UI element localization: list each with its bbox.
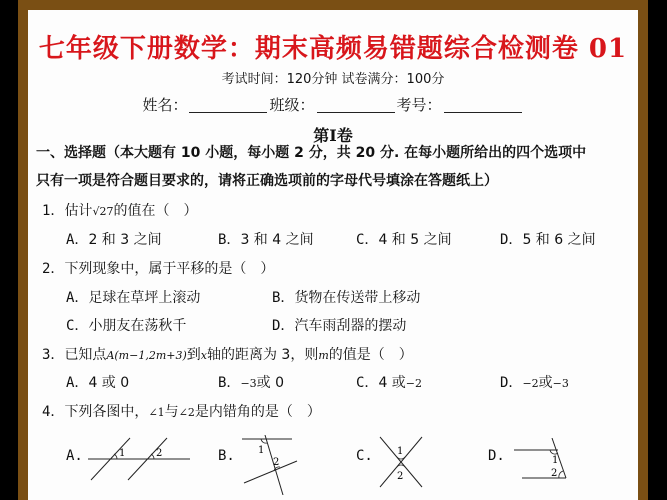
question-1-option-a: A．2 和 3 之间 xyxy=(66,232,162,248)
svg-text:2: 2 xyxy=(156,448,163,459)
name-blank xyxy=(189,98,267,113)
exam-title: 七年级下册数学：期末高频易错题综合检测卷 01 xyxy=(38,34,628,64)
question-4-option-b-label: B. xyxy=(218,448,235,464)
question-3-stem: 3．已知点A(m−1,2m+3)到x轴的距离为 3，则m的值是（ ） xyxy=(42,347,413,363)
point-a-expression: A(m−1,2m+3) xyxy=(106,349,187,362)
number-blank xyxy=(444,98,522,113)
figure-b-diagram xyxy=(240,435,320,495)
svg-text:2: 2 xyxy=(397,471,404,482)
figure-a-diagram xyxy=(86,435,196,485)
section-instructions-line2: 只有一项是符合题目要求的，请将正确选项前的字母代号填涂在答题纸上） xyxy=(36,173,498,189)
section-instructions-line1: 一、选择题（本大题有 10 小题，每小题 2 分，共 20 分. 在每小题所给出的四个选项中 xyxy=(36,145,587,161)
svg-text:2: 2 xyxy=(273,457,280,468)
svg-text:1: 1 xyxy=(119,448,126,459)
question-4-option-c-label: C. xyxy=(356,448,373,464)
question-4-option-d-label: D. xyxy=(488,448,505,464)
class-label: 班级： xyxy=(269,96,315,114)
question-1-stem: 1．估计√27的值在（ ） xyxy=(42,203,198,219)
sqrt-27: √27 xyxy=(92,205,114,218)
student-info-row xyxy=(28,94,638,115)
class-blank xyxy=(317,98,395,113)
question-1-option-b: B．3 和 4 之间 xyxy=(218,232,314,248)
question-2-stem: 2．下列现象中，属于平移的是（ ） xyxy=(42,261,275,277)
question-4-option-a-label: A. xyxy=(66,448,83,464)
question-2-option-b: B．货物在传送带上移动 xyxy=(272,290,421,306)
question-2-option-c: C．小朋友在荡秋千 xyxy=(66,318,187,334)
figure-c-diagram xyxy=(378,435,438,490)
question-4-stem: 4．下列各图中，∠1与∠2是内错角的是（ ） xyxy=(42,404,321,420)
question-3-option-a: A．4 或 0 xyxy=(66,375,130,391)
question-2-option-a: A．足球在草坪上滚动 xyxy=(66,290,201,306)
question-1-option-d: D．5 和 6 之间 xyxy=(500,232,596,248)
name-label: 姓名： xyxy=(142,96,188,114)
question-3-option-b: B．−3或 0 xyxy=(218,375,285,391)
exam-info: 考试时间：120分钟 试卷满分：100分 xyxy=(221,72,445,87)
svg-text:1: 1 xyxy=(397,446,404,457)
number-label: 考号： xyxy=(396,96,442,114)
volume-heading: 第Ⅰ卷 xyxy=(313,126,353,145)
exam-paper xyxy=(28,10,638,500)
question-1-option-c: C．4 和 5 之间 xyxy=(356,232,452,248)
question-3-option-d: D．−2或−3 xyxy=(500,375,569,391)
figure-d-diagram xyxy=(514,438,584,493)
svg-text:1: 1 xyxy=(552,455,559,466)
svg-text:1: 1 xyxy=(258,445,265,456)
question-2-option-d: D．汽车雨刮器的摆动 xyxy=(272,318,407,334)
question-3-option-c: C．4 或−2 xyxy=(356,375,423,391)
svg-text:2: 2 xyxy=(551,468,558,479)
